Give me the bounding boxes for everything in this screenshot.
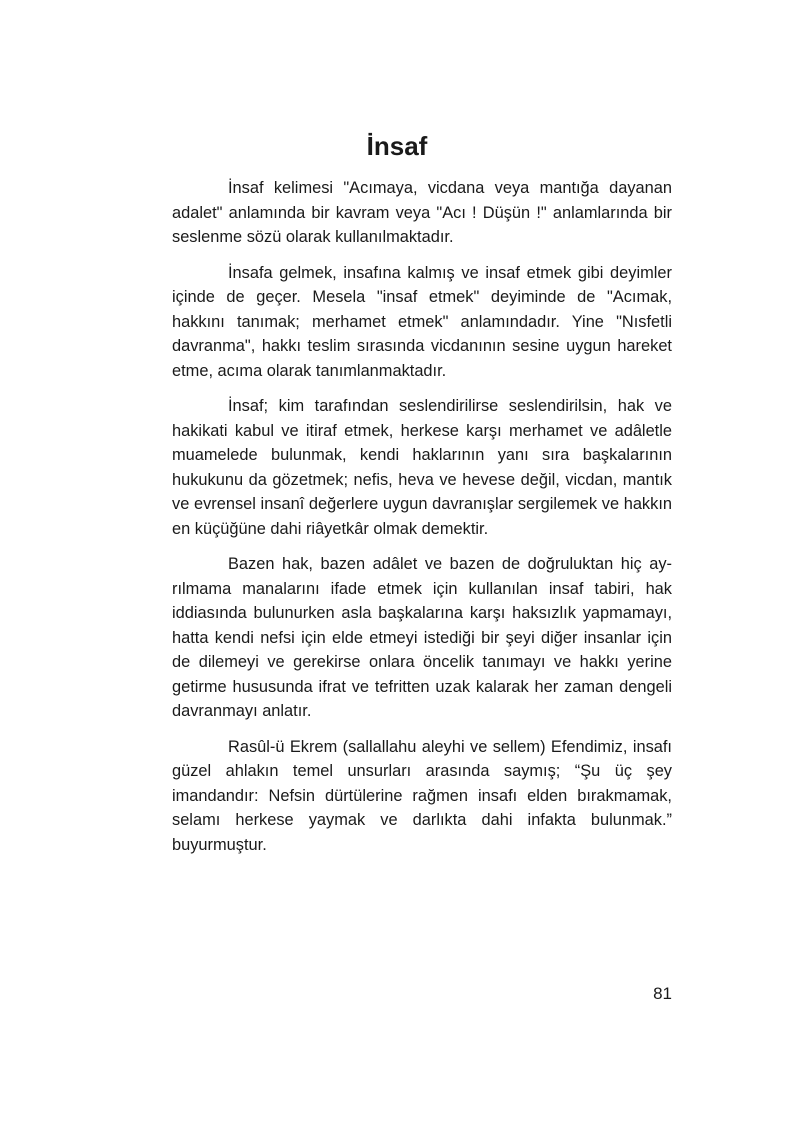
paragraph-5: Rasûl-ü Ekrem (sallallahu aleyhi ve sellem) Efendimiz, insafı güzel ahlakın temel unsurları arasında saymış; “Şu üç şey imandandır: Nefsin dürtülerine rağmen insafı elden bırakmamak, selamı herkese yaymak ve darlıkta dahi infakta bulunmak.” buyurmuştur. xyxy=(172,737,672,854)
body-text xyxy=(172,176,672,868)
page-number: 81 xyxy=(653,984,672,1003)
page-title: İnsaf xyxy=(366,131,428,161)
paragraph-1: İnsaf kelimesi "Acımaya, vicdana veya mantığa dayanan adalet" anlamında bir kavram veya "Acı ! Düşün !" anlamlarında bir seslenme sözü olarak kullanılmaktadır. xyxy=(172,179,672,246)
paragraph-2: İnsafa gelmek, insafına kalmış ve insaf etmek gibi deyimler içinde de geçer. Mesela "insaf etmek" deyiminde de "Acımak, hakkını tanımak; merhamet etmek" anlamındadır. Yine "Nısfetli davranma", hakkı teslim sırasında vicdanının sesine uygun hareket etme, acıma olarak tanımlanmaktadır. xyxy=(172,263,672,380)
paragraph-3: İnsaf; kim tarafından seslendirilirse seslendirilsin, hak ve hakikati kabul ve itiraf etmek, herkese karşı merhamet ve adâletle muamelede bulunmak, kendi haklarının yanı sıra başkalarının hukukunu da gözetmek; nefis, heva ve hevese değil, vicdan, mantık ve evrensel insanî değerlere uygun davranışlar sergilemek ve hakkın en küçüğüne dahi riâyetkâr olmak demektir. xyxy=(172,397,672,538)
paragraph-4: Bazen hak, bazen adâlet ve bazen de doğruluktan hiç ayrılmama manalarını ifade etmek için kullanılan insaf tabiri, hak iddiasında bulunurken asla başkalarına karşı haksızlık yapmamayı, hatta kendi nefsi için elde etmeyi istediği bir şeyi diğer insanlar için de dilemeyi ve gerekirse onlara öncelik tanımayı ve hakkı yerine getirme hususunda ifrat ve tefritten uzak kalarak her zaman dengeli davranmayı anlatır. xyxy=(172,555,672,720)
